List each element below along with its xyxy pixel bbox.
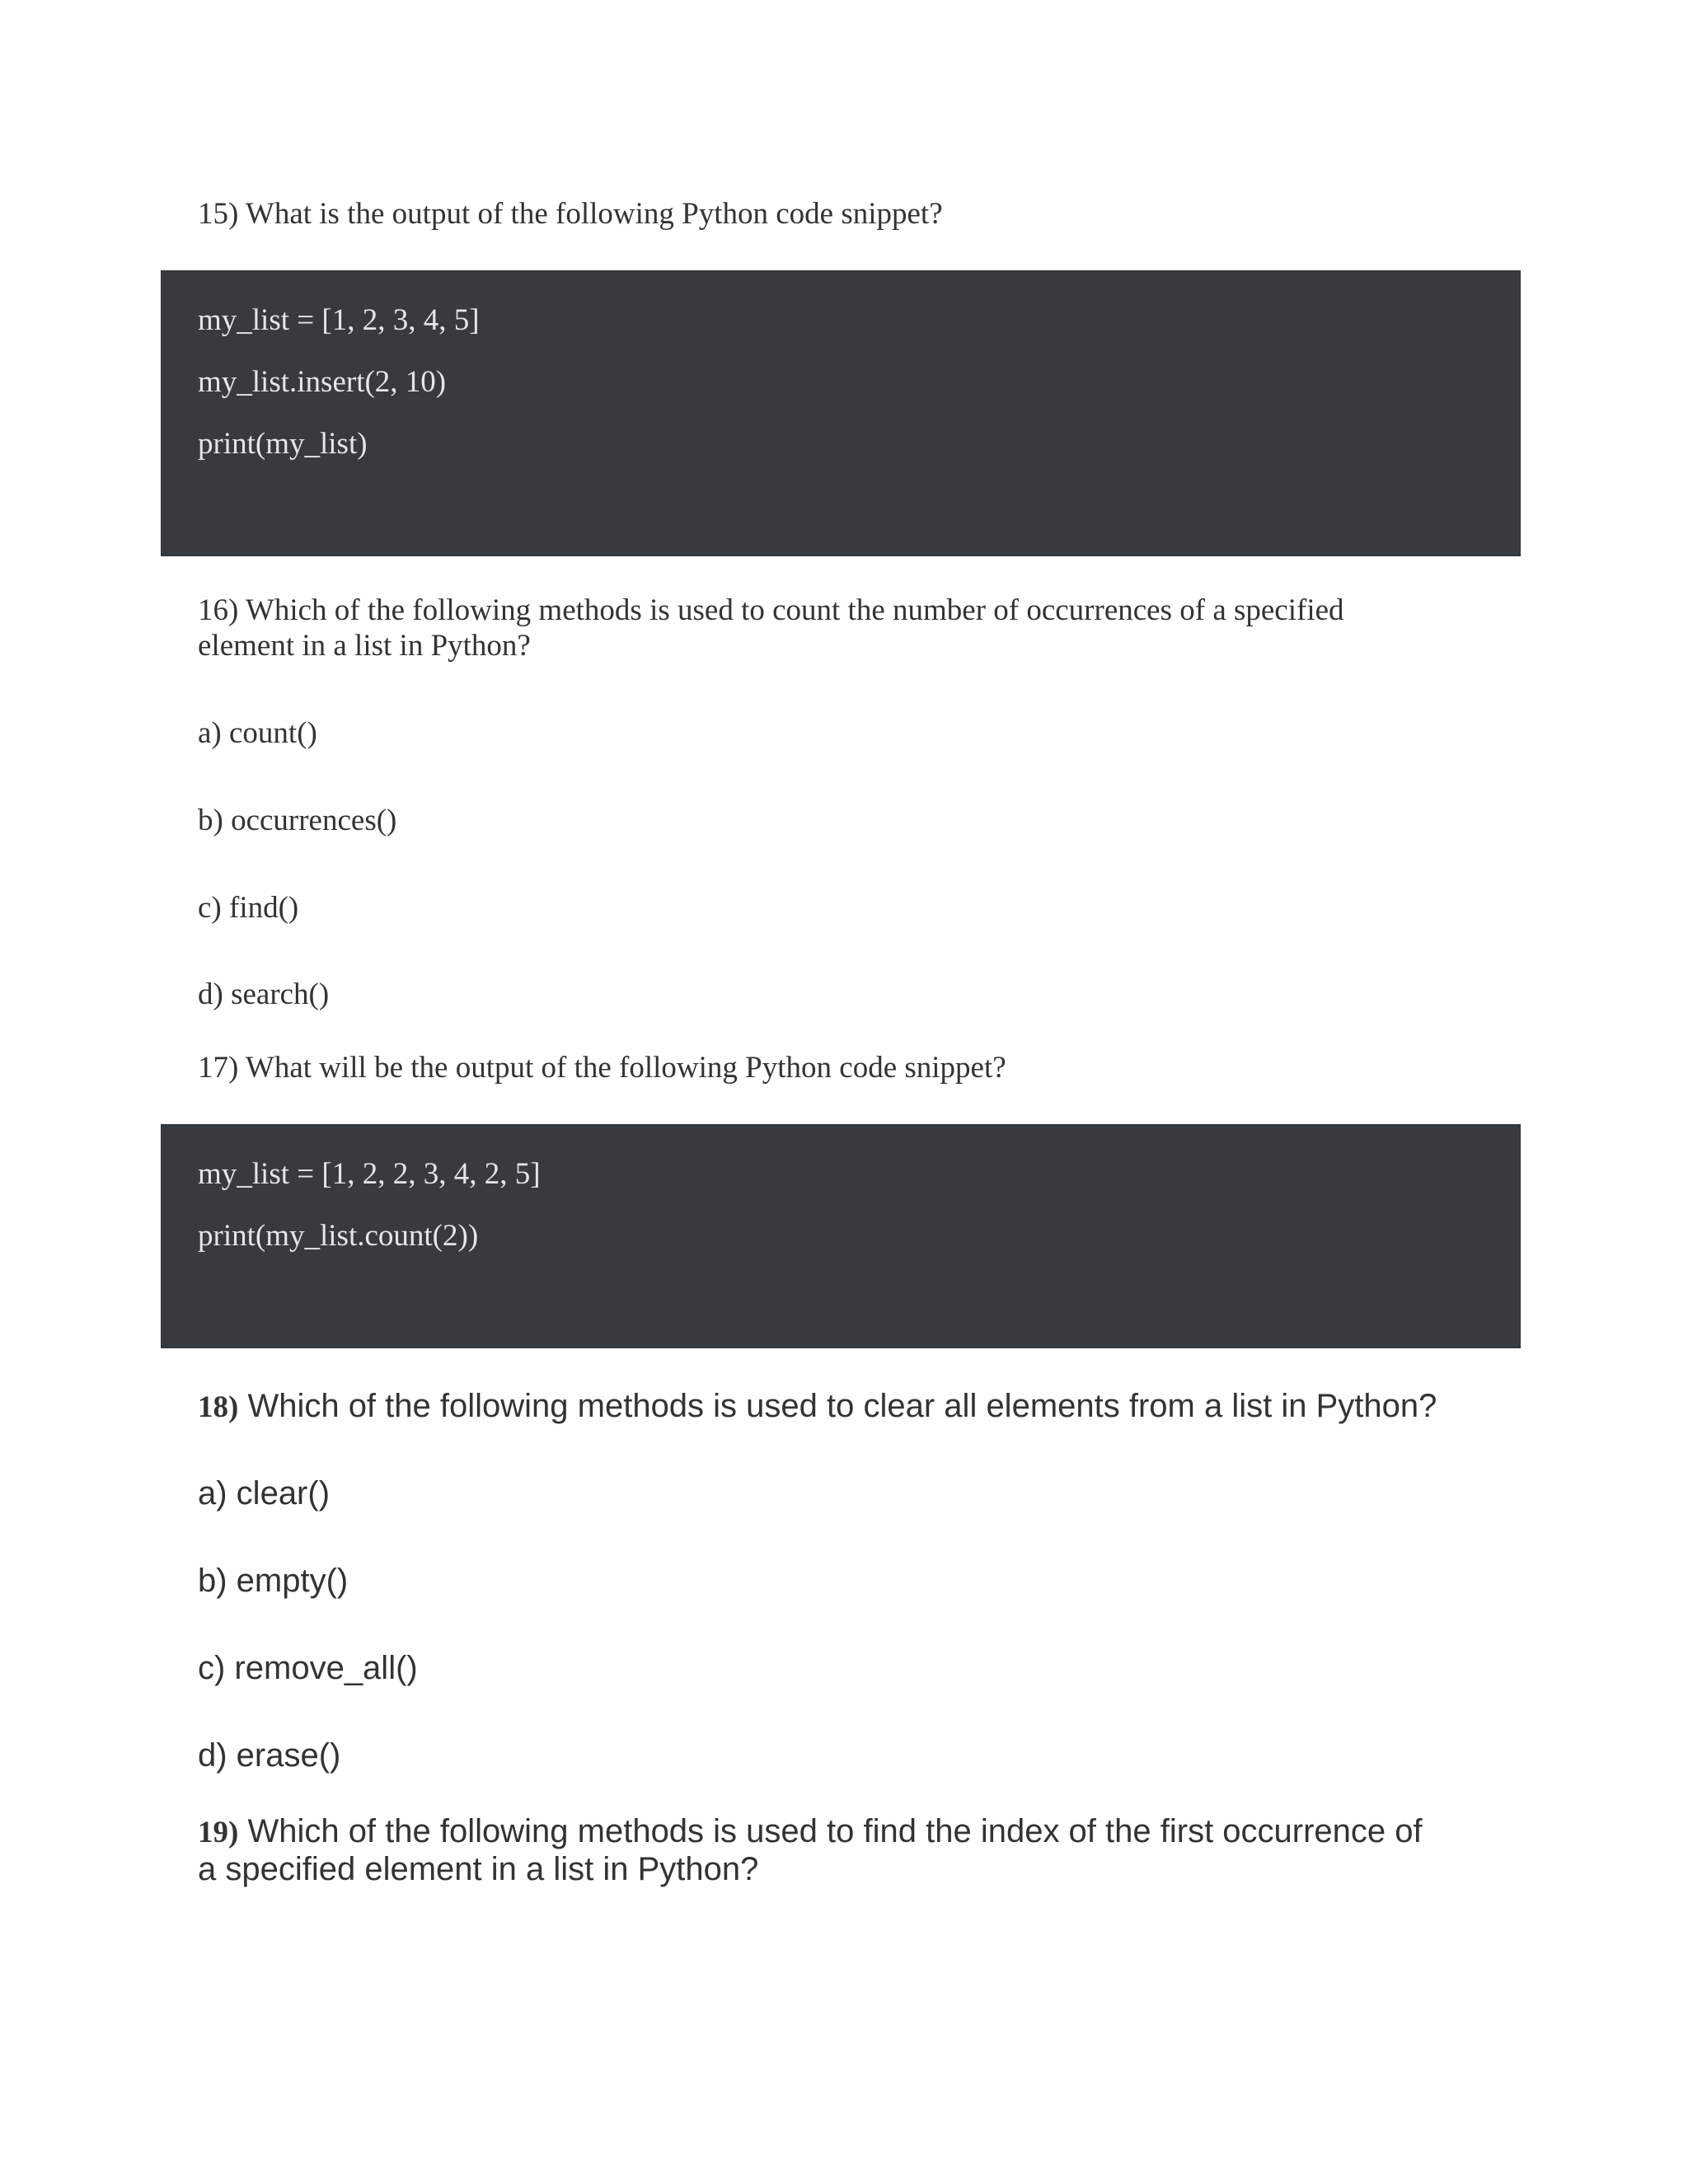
option-a: a) clear() <box>198 1475 331 1511</box>
option-c: c) find() <box>198 891 299 925</box>
option-c: c) remove_all() <box>198 1650 418 1686</box>
code-block-q17 <box>161 1124 1521 1348</box>
code-line: my_list = [1, 2, 3, 4, 5] <box>198 303 480 337</box>
option-d: d) search() <box>198 977 330 1011</box>
question-19-title-line2: a specified element in a list in Python? <box>198 1851 759 1887</box>
question-16-title-line1: 16) Which of the following methods is used to count the number of occurrences of a specified <box>198 593 1344 627</box>
question-15-title: 15) What is the output of the following Python code snippet? <box>198 197 943 231</box>
code-line: print(my_list.count(2)) <box>198 1219 479 1253</box>
code-line: print(my_list) <box>198 427 368 461</box>
option-b: b) occurrences() <box>198 804 397 837</box>
question-number: 18) <box>198 1390 239 1424</box>
option-a: a) count() <box>198 716 317 750</box>
question-19-title-line1 <box>198 1811 1423 1851</box>
question-number: 19) <box>198 1816 239 1849</box>
question-17-title: 17) What will be the output of the following Python code snippet? <box>198 1051 1006 1085</box>
code-line: my_list = [1, 2, 2, 3, 4, 2, 5] <box>198 1157 541 1191</box>
question-16-title-line2: element in a list in Python? <box>198 629 531 663</box>
code-line: my_list.insert(2, 10) <box>198 365 447 399</box>
question-18-title <box>198 1386 1437 1426</box>
option-d: d) erase() <box>198 1737 341 1774</box>
question-text: Which of the following methods is used to clear all elements from a list in Python? <box>238 1388 1437 1424</box>
option-b: b) empty() <box>198 1563 349 1599</box>
code-block-q15 <box>161 270 1521 556</box>
question-text: Which of the following methods is used to find the index of the first occurrence of <box>238 1813 1423 1849</box>
